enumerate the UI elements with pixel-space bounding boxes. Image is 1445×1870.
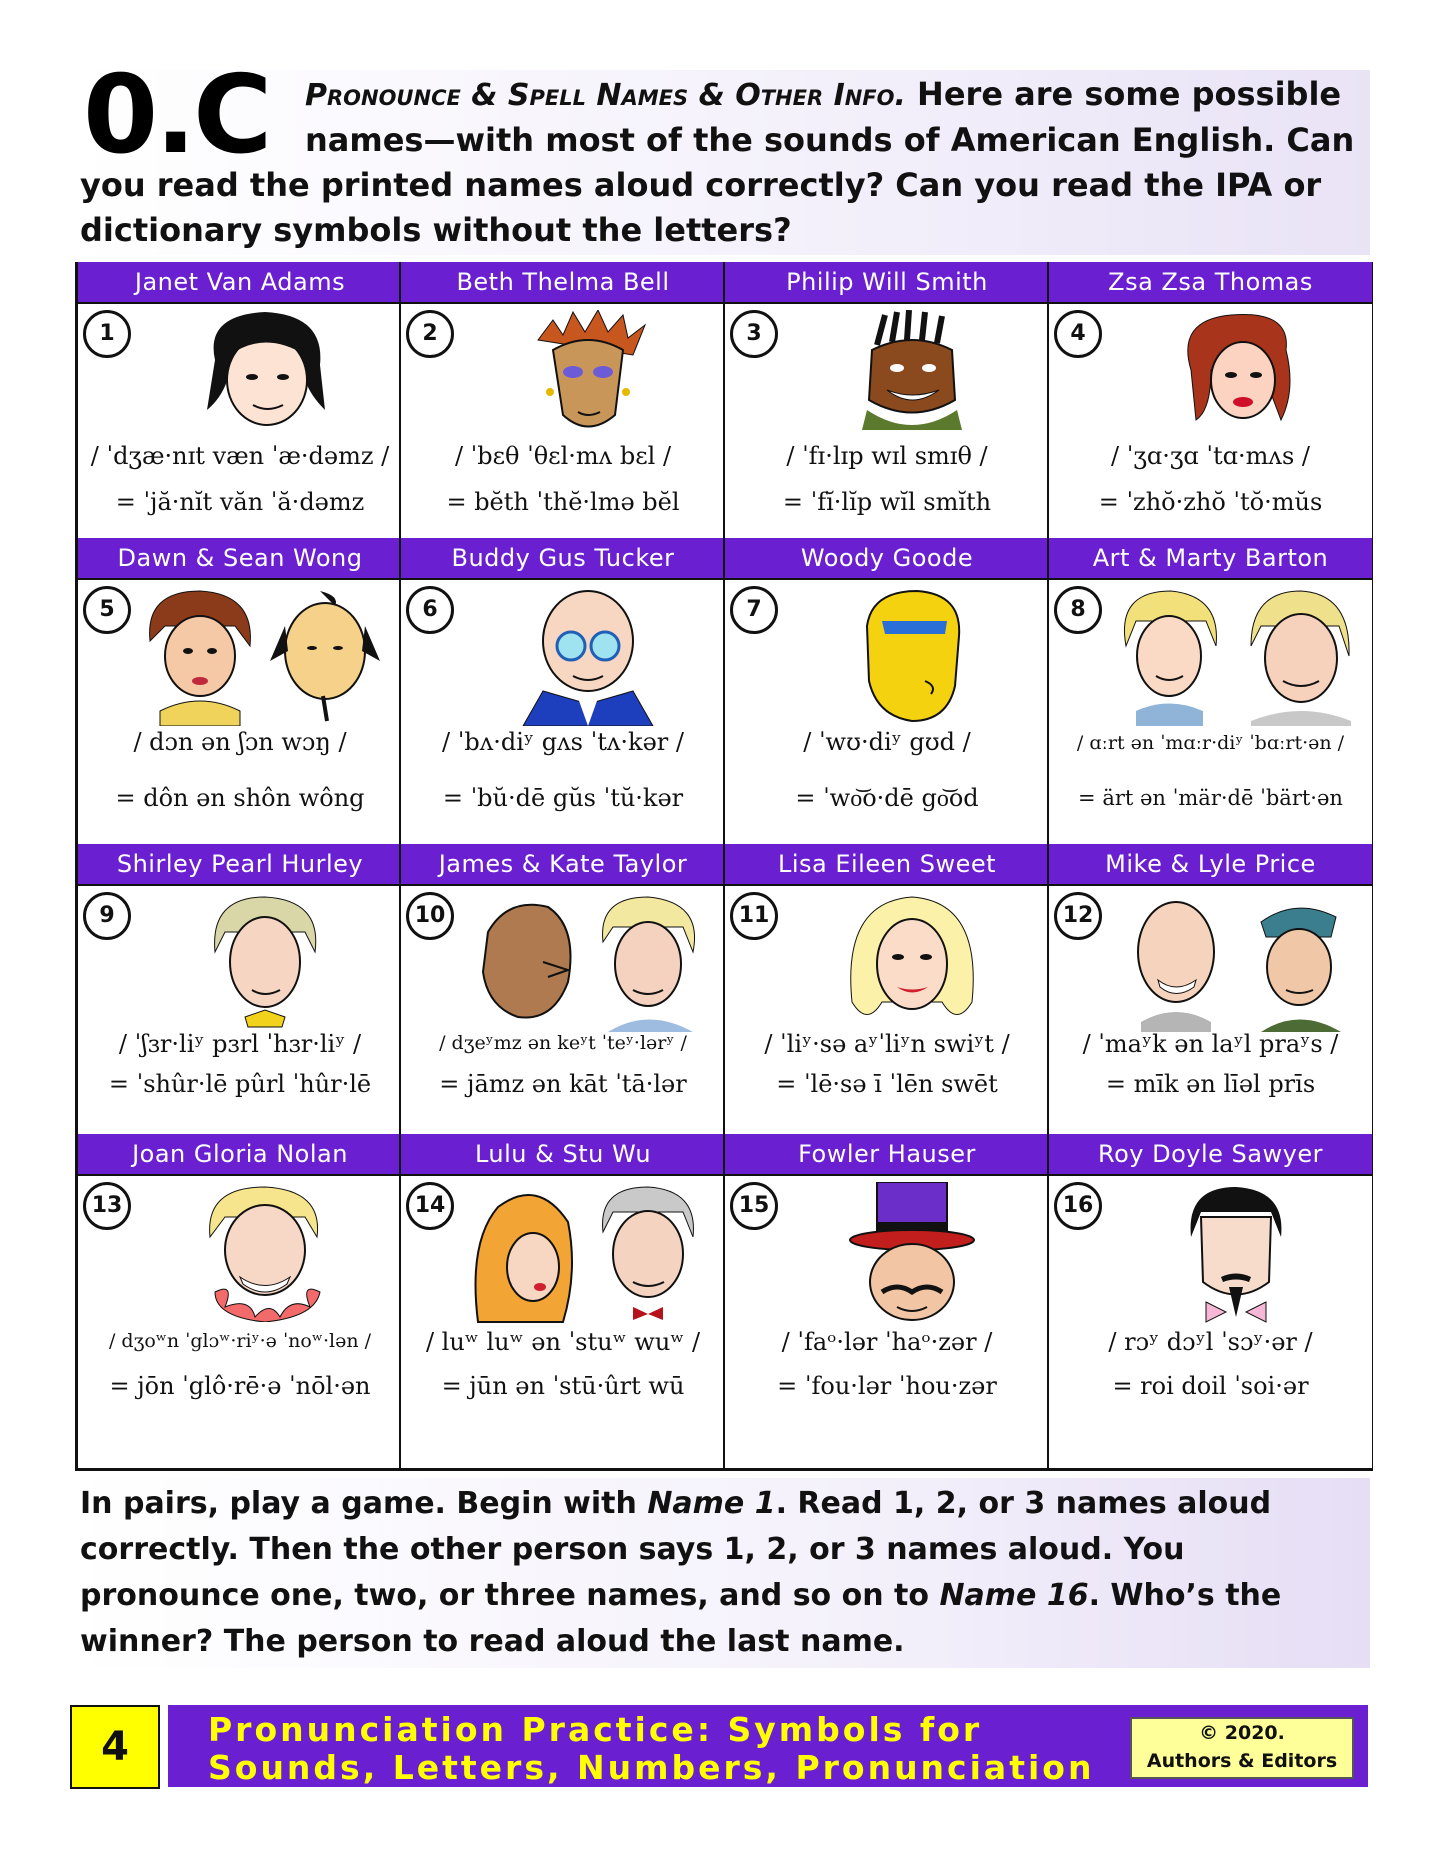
name-label: Fowler Hauser <box>725 1134 1049 1176</box>
ipa-transcription: / ˈmaʸk ən laʸl praʸs / <box>1082 1030 1339 1058</box>
name-label: Mike & Lyle Price <box>1049 844 1372 886</box>
number-badge: 14 <box>406 1182 454 1230</box>
dictionary-spelling: = ˈbŭ·dē gŭs ˈtŭ·kər <box>442 784 684 812</box>
game-paragraph <box>75 1478 1370 1665</box>
name-label: Beth Thelma Bell <box>401 262 725 304</box>
ipa-transcription: / ˈʃɜr·liʸ pɜrl ˈhɜr·liʸ / <box>118 1030 362 1058</box>
name-label: Woody Goode <box>725 538 1049 580</box>
name-label: Shirley Pearl Hurley <box>78 844 402 886</box>
lesson-code: 0.C <box>83 53 270 178</box>
face-icon <box>847 586 977 726</box>
name-card-1 <box>75 262 402 538</box>
name-card-6 <box>399 538 725 844</box>
number-badge: 9 <box>83 892 131 940</box>
footer-bar <box>168 1705 1368 1787</box>
names-grid <box>75 262 1373 1471</box>
ipa-transcription: / ˈbɛθ ˈθɛl·mʌ bɛl / <box>454 442 672 470</box>
ipa-transcription: / dʒoʷn ˈglɔʷ·riʸ·ə ˈnoʷ·lən / <box>108 1330 372 1352</box>
dictionary-spelling: = ärt ən ˈmär·dē ˈbärt·ən <box>1078 786 1343 810</box>
number-badge: 12 <box>1054 892 1102 940</box>
name-card-14 <box>399 1134 725 1468</box>
dictionary-spelling: = jāmz ən kāt ˈtā·lər <box>439 1070 687 1098</box>
face-illustration <box>1109 892 1362 1032</box>
ipa-transcription: / ˈwʊ·diʸ gʊd / <box>803 728 971 756</box>
name-label: Philip Will Smith <box>725 262 1049 304</box>
number-badge: 10 <box>406 892 454 940</box>
face-icon <box>513 586 663 726</box>
dictionary-spelling: = ˈjă·nĭt văn ˈă·dəmz <box>115 488 365 516</box>
faces-icon <box>468 1182 708 1327</box>
face-icon <box>842 1182 982 1327</box>
number-badge: 2 <box>406 310 454 358</box>
ipa-transcription: / ˈʒɑ·ʒɑ ˈtɑ·mʌs / <box>1111 442 1310 470</box>
face-illustration <box>138 892 392 1032</box>
game-name-1: Name 1 <box>647 1486 776 1521</box>
dictionary-spelling: = roi doil ˈsoi·ər <box>1112 1372 1309 1400</box>
dictionary-spelling: = ˈfou·lər ˈhou·zər <box>777 1372 997 1400</box>
face-illustration <box>785 586 1039 726</box>
face-icon <box>1171 310 1301 435</box>
game-text-2: . Read 1, 2, or 3 names aloud correctly. Then the other person says 1, 2, or 3 names aloud. You pronounce one, two, or three names, and so on to <box>80 1486 1272 1613</box>
name-label: Joan Gloria Nolan <box>78 1134 402 1176</box>
ipa-transcription: / dɔn ən ʃɔn wɔŋ / <box>133 728 347 756</box>
book-title <box>208 1710 1095 1787</box>
name-card-11 <box>723 844 1049 1134</box>
name-label: James & Kate Taylor <box>401 844 725 886</box>
number-badge: 15 <box>730 1182 778 1230</box>
ipa-transcription: / ˈbʌ·diʸ gʌs ˈtʌ·kər / <box>442 728 684 756</box>
face-illustration <box>1109 310 1362 435</box>
ipa-transcription: / luʷ luʷ ən ˈstuʷ wuʷ / <box>425 1328 701 1356</box>
copyright-line-2: Authors & Editors <box>1146 1750 1338 1772</box>
name-label: Lulu & Stu Wu <box>401 1134 725 1176</box>
game-name-16: Name 16 <box>939 1578 1089 1613</box>
name-card-5 <box>75 538 402 844</box>
faces-icon <box>468 892 708 1032</box>
name-card-10 <box>399 844 725 1134</box>
name-card-8 <box>1047 538 1372 844</box>
dictionary-spelling: = ˈwo͝o·dē go͝od <box>795 784 979 812</box>
number-badge: 8 <box>1054 586 1102 634</box>
face-illustration <box>461 586 715 726</box>
face-illustration <box>1109 586 1362 726</box>
face-illustration <box>1109 1182 1362 1327</box>
dictionary-spelling: = jōn ˈglô·rē·ə ˈnōl·ən <box>109 1372 371 1400</box>
lesson-tag: Pronounce & Spell Names & Other Info. <box>305 78 906 113</box>
name-label: Zsa Zsa Thomas <box>1049 262 1372 304</box>
number-badge: 1 <box>83 310 131 358</box>
dictionary-spelling: = ˈlē·sə ī ˈlēn swēt <box>776 1070 998 1098</box>
face-icon <box>195 310 335 435</box>
face-icon <box>523 310 653 440</box>
face-icon <box>847 310 977 440</box>
name-label: Dawn & Sean Wong <box>78 538 402 580</box>
ipa-transcription: / ˈfɪ·lɪp wɪl smɪθ / <box>786 442 988 470</box>
name-label: Janet Van Adams <box>78 262 402 304</box>
face-illustration <box>461 310 715 440</box>
name-card-13 <box>75 1134 402 1468</box>
name-card-9 <box>75 844 402 1134</box>
dictionary-spelling: = jūn ən ˈstū·ûrt wū <box>441 1372 685 1400</box>
ipa-transcription: / ˈdʒæ·nɪt væn ˈæ·dəmz / <box>90 442 390 470</box>
face-icon <box>842 892 982 1032</box>
face-icon <box>195 1182 335 1322</box>
face-illustration <box>785 892 1039 1032</box>
page-number: 4 <box>70 1705 160 1789</box>
faces-icon <box>1116 892 1356 1032</box>
game-text-3: . Who’s the winner? The person to read aloud the last name. <box>80 1578 1282 1659</box>
ipa-transcription: / dʒeʸmz ən keʸt ˈteʸ·lərʸ / <box>439 1032 687 1054</box>
dictionary-spelling: = bĕth ˈthĕ·lmə bĕl <box>446 488 680 516</box>
number-badge: 3 <box>730 310 778 358</box>
book-title-line-2: Sounds, Letters, Numbers, Pronunciation <box>208 1748 1095 1787</box>
faces-icon <box>140 586 390 726</box>
face-illustration <box>461 892 715 1032</box>
name-card-3 <box>723 262 1049 538</box>
game-instructions <box>75 1478 1370 1668</box>
face-icon <box>1171 1182 1301 1327</box>
lesson-intro: Here are some possible names—with most of the sounds of American English. Can you read the printed names aloud correctly? Can you read the IPA or dictionary symbols without the letters? <box>80 75 1355 249</box>
face-illustration <box>461 1182 715 1327</box>
face-icon <box>200 892 330 1032</box>
face-illustration <box>138 1182 392 1322</box>
faces-icon <box>1111 586 1361 726</box>
number-badge: 4 <box>1054 310 1102 358</box>
name-card-4 <box>1047 262 1372 538</box>
game-text-1: In pairs, play a game. Begin with <box>80 1486 648 1521</box>
ipa-transcription: / ˈliʸ·sə aʸˈliʸn swiʸt / <box>764 1030 1010 1058</box>
copyright-box <box>1130 1717 1354 1779</box>
number-badge: 7 <box>730 586 778 634</box>
face-illustration <box>785 1182 1039 1327</box>
number-badge: 11 <box>730 892 778 940</box>
intro-text <box>80 72 1370 253</box>
name-card-16 <box>1047 1134 1372 1468</box>
name-card-12 <box>1047 844 1372 1134</box>
copyright-line-1: © 2020. <box>1199 1722 1285 1744</box>
name-card-7 <box>723 538 1049 844</box>
dictionary-spelling: = dôn ən shôn wông <box>115 784 365 812</box>
name-label: Lisa Eileen Sweet <box>725 844 1049 886</box>
name-card-15 <box>723 1134 1049 1468</box>
name-card-2 <box>399 262 725 538</box>
ipa-transcription: / rɔʸ dɔʸl ˈsɔʸ·ər / <box>1108 1328 1313 1356</box>
book-title-line-1: Pronunciation Practice: Symbols for <box>208 1710 983 1749</box>
dictionary-spelling: = mīk ən līəl prīs <box>1105 1070 1316 1098</box>
number-badge: 16 <box>1054 1182 1102 1230</box>
name-label: Roy Doyle Sawyer <box>1049 1134 1372 1176</box>
face-illustration <box>785 310 1039 440</box>
dictionary-spelling: = ˈfĭ·lĭp wĭl smĭth <box>782 488 992 516</box>
name-label: Buddy Gus Tucker <box>401 538 725 580</box>
face-illustration <box>138 310 392 435</box>
number-badge: 6 <box>406 586 454 634</box>
number-badge: 5 <box>83 586 131 634</box>
number-badge: 13 <box>83 1182 131 1230</box>
dictionary-spelling: = ˈshûr·lē pûrl ˈhûr·lē <box>108 1070 372 1098</box>
name-label: Art & Marty Barton <box>1049 538 1372 580</box>
ipa-transcription: / ˈfaᵒ·lər ˈhaᵒ·zər / <box>781 1328 993 1356</box>
face-illustration <box>138 586 392 726</box>
ipa-transcription: / ɑːrt ən ˈmɑːr·diʸ ˈbɑːrt·ən / <box>1076 732 1345 754</box>
dictionary-spelling: = ˈzhŏ·zhŏ ˈtŏ·mŭs <box>1098 488 1323 516</box>
